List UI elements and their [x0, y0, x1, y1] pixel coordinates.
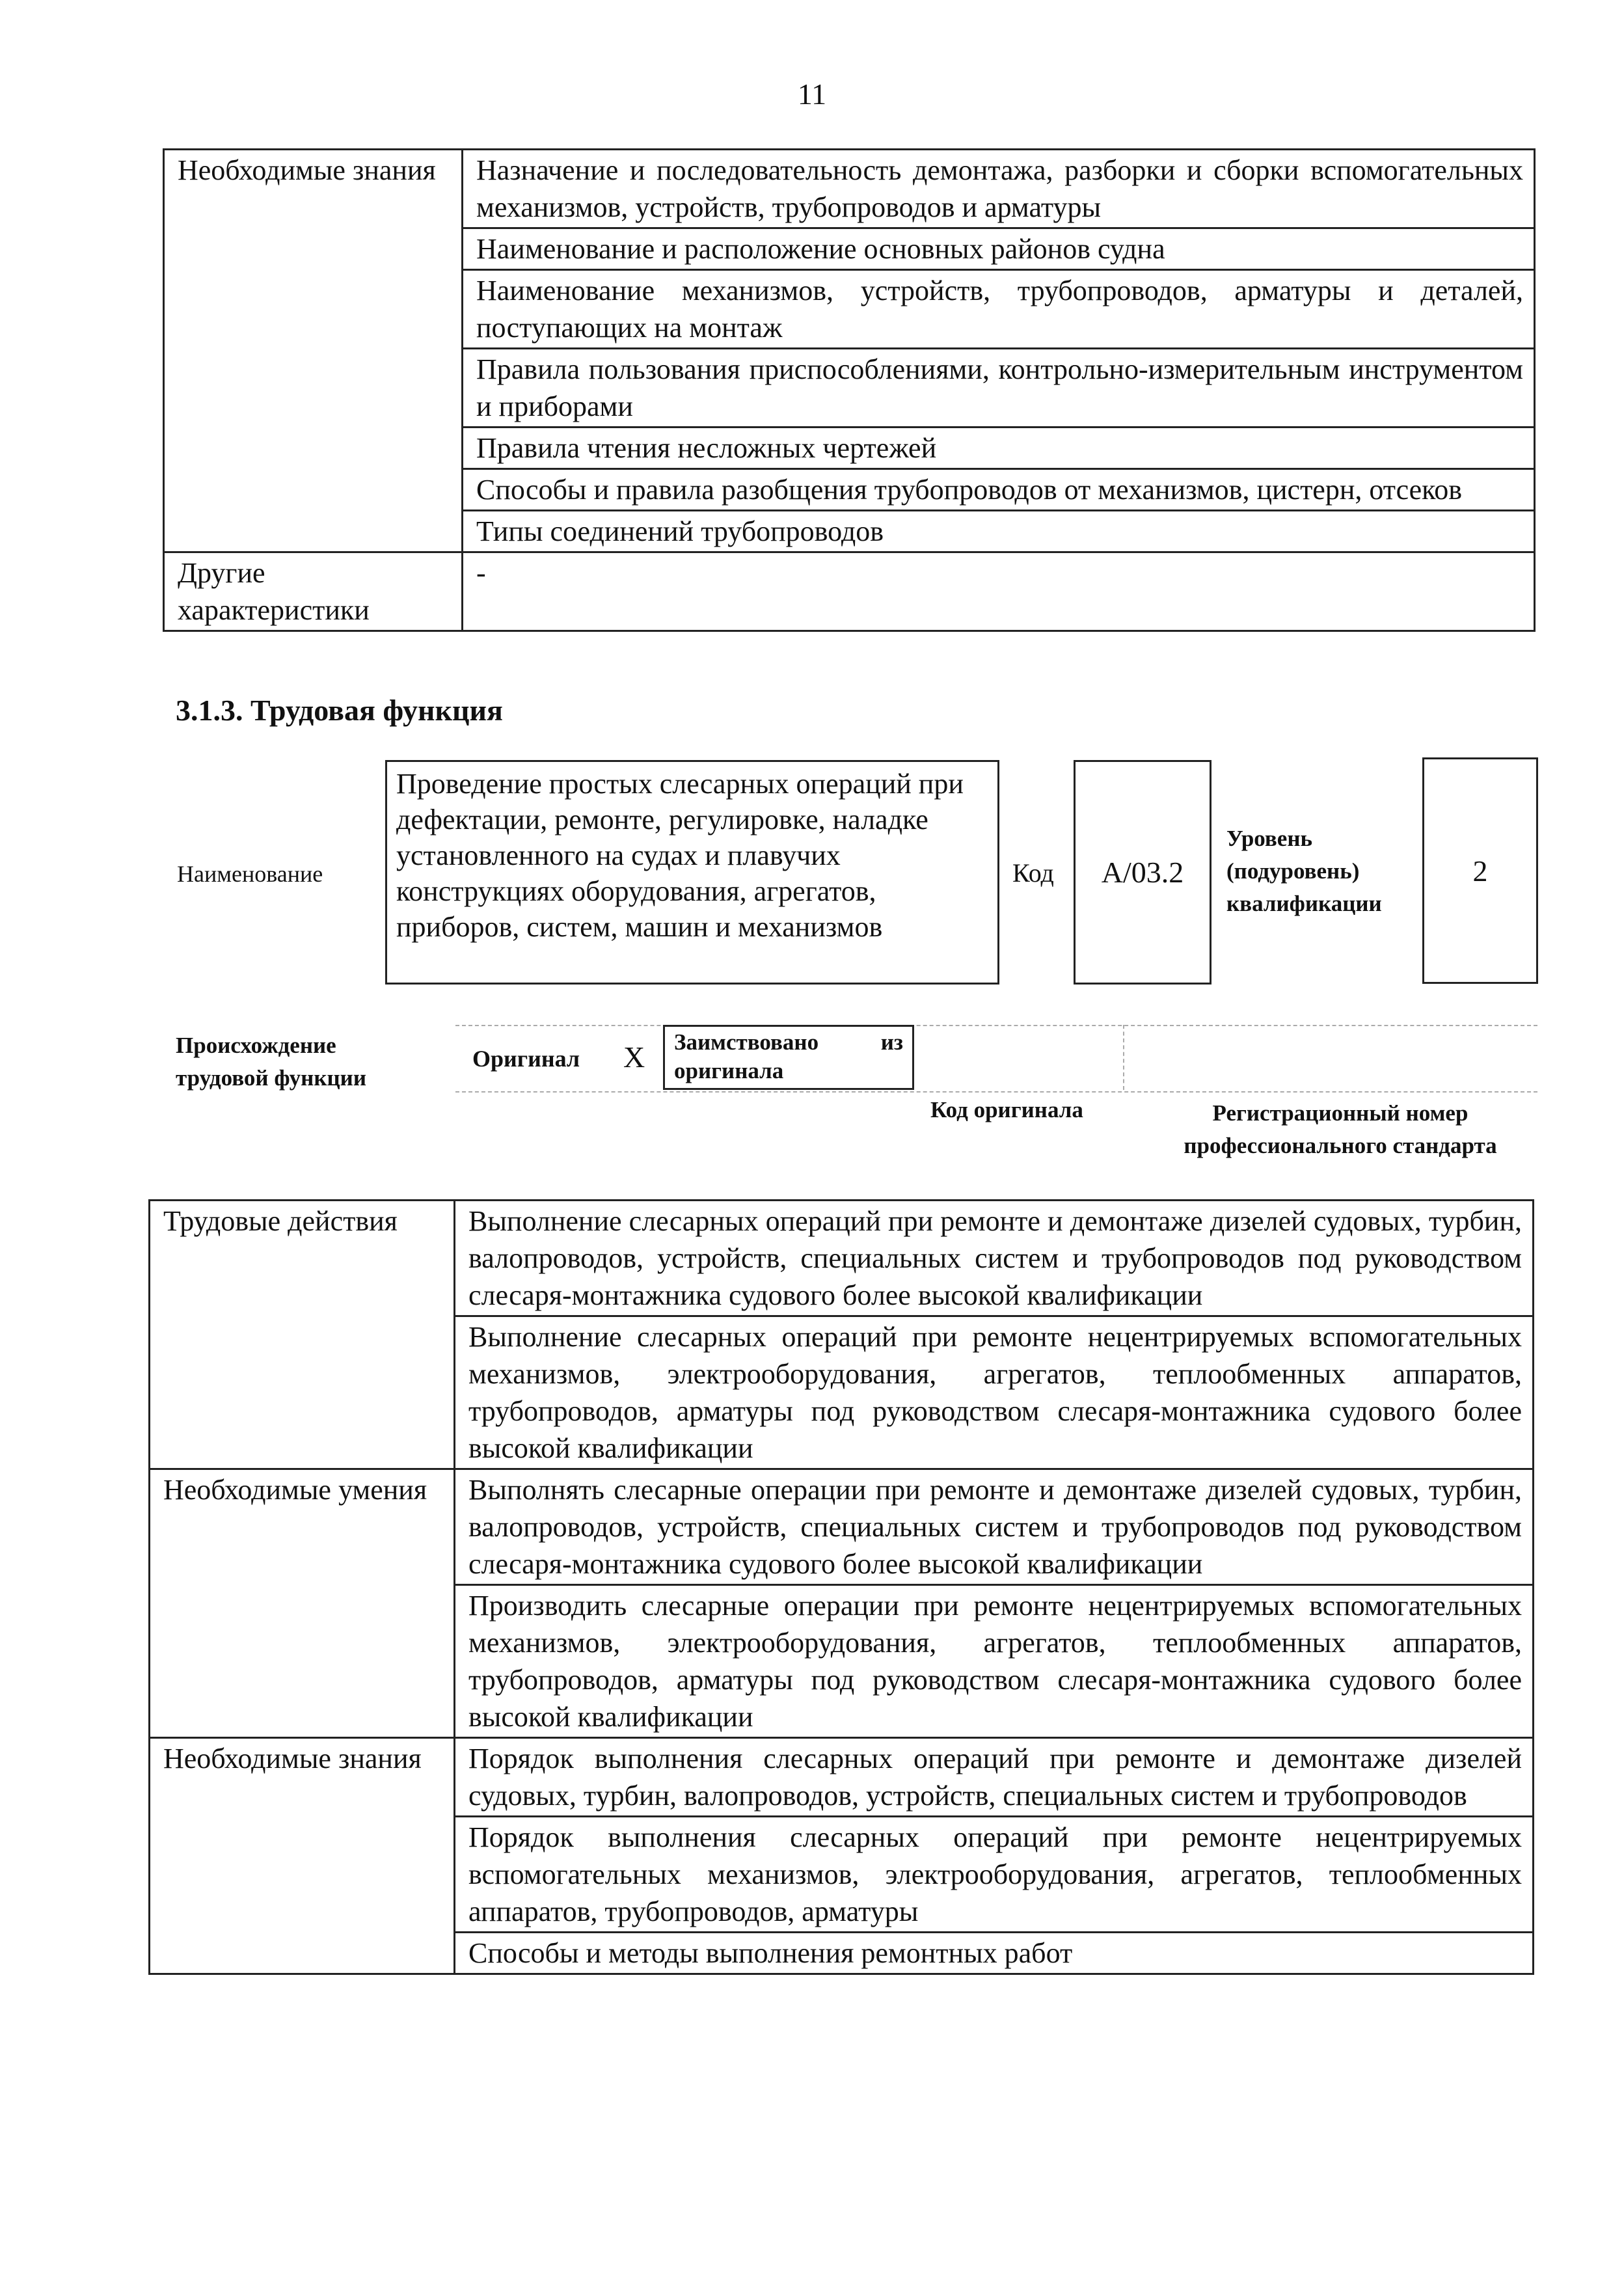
table-cell: Типы соединений трубопроводов [463, 511, 1535, 552]
origin-row [455, 1025, 1537, 1093]
table-cell: Порядок выполнения слесарных операций при ремонте и демонтаже дизелей судовых, турбин, валопроводов, устройств, специальных систем и трубопроводов [455, 1738, 1534, 1817]
table-cell: Назначение и последовательность демонтажа, разборки и сборки вспомогательных механизмов, устройств, трубопроводов и арматуры [463, 150, 1535, 228]
table-cell: Порядок выполнения слесарных операций при ремонте нецентрируемых вспомогательных механизмов, электрооборудования, агрегатов, теплообменных аппаратов, трубопроводов, арматуры [455, 1817, 1534, 1933]
row-label: Другие характеристики [164, 552, 463, 631]
level-label: Уровень (подуровень) квалификации [1226, 826, 1382, 916]
qualification-level: 2 [1422, 757, 1538, 984]
row-label: Необходимые знания [164, 150, 463, 552]
table-cell: Наименование механизмов, устройств, трубопроводов, арматуры и деталей, поступающих на монтаж [463, 270, 1535, 349]
original-label: Оригинал [472, 1046, 580, 1072]
origin-divider [1123, 1025, 1124, 1090]
original-mark: X [623, 1040, 645, 1074]
function-code: А/03.2 [1074, 760, 1211, 985]
table-cell: Выполнение слесарных операций при ремонте и демонтаже дизелей судовых, турбин, валопроводов, устройств, специальных систем и трубопроводов под руководством слесаря-монтажника судового более высокой квалификации [455, 1201, 1534, 1316]
function-name: Проведение простых слесарных операций при дефектации, ремонте, регулировке, наладке установленного на судах и плавучих конструкциях оборудования, агрегатов, приборов, систем, машин и механизмов [385, 760, 999, 985]
table-row [164, 150, 1535, 228]
table-cell: Правила пользования приспособлениями, контрольно-измерительным инструментом и приборами [463, 349, 1535, 428]
borrowed-label: Заимствовано из оригинала [663, 1025, 914, 1090]
name-label: Наименование [177, 861, 323, 887]
row-label: Трудовые действия [150, 1201, 455, 1469]
table-row [150, 1469, 1534, 1585]
table-cell: Правила чтения несложных чертежей [463, 428, 1535, 469]
table-row [150, 1201, 1534, 1316]
code-original-label: Код оригинала [930, 1097, 1083, 1122]
origin-label: Происхождение трудовой функции [176, 1033, 367, 1091]
table-cell: Способы и методы выполнения ремонтных работ [455, 1933, 1534, 1974]
table-cell: Выполнение слесарных операций при ремонте нецентрируемых вспомогательных механизмов, электрооборудования, агрегатов, теплообменных аппаратов, трубопроводов, арматуры под руководством слесаря-монтажника судового более высокой квалификации [455, 1316, 1534, 1469]
code-label: Код [1012, 858, 1054, 888]
table-cell: Выполнять слесарные операции при ремонте и демонтаже дизелей судовых, турбин, валопроводов, устройств, специальных систем и трубопроводов под руководством слесаря-монтажника судового более высокой квалификации [455, 1469, 1534, 1585]
section-title: 3.1.3. Трудовая функция [176, 694, 503, 727]
table-cell: Наименование и расположение основных районов судна [463, 228, 1535, 270]
knowledge-table-1 [163, 148, 1536, 632]
row-label: Необходимые умения [150, 1469, 455, 1738]
table-cell: Производить слесарные операции при ремонте нецентрируемых вспомогательных механизмов, электрооборудования, агрегатов, теплообменных аппаратов, трубопроводов, арматуры под руководством слесаря-монтажника судового более высокой квалификации [455, 1585, 1534, 1738]
function-table [148, 1199, 1534, 1975]
table-cell: Способы и правила разобщения трубопроводов от механизмов, цистерн, отсеков [463, 469, 1535, 511]
page-number: 11 [797, 77, 827, 111]
reg-number-label: Регистрационный номер профессионального стандарта [1184, 1100, 1497, 1158]
table-row [164, 552, 1535, 631]
row-label: Необходимые знания [150, 1738, 455, 1974]
table-cell: - [463, 552, 1535, 631]
table-row [150, 1738, 1534, 1817]
